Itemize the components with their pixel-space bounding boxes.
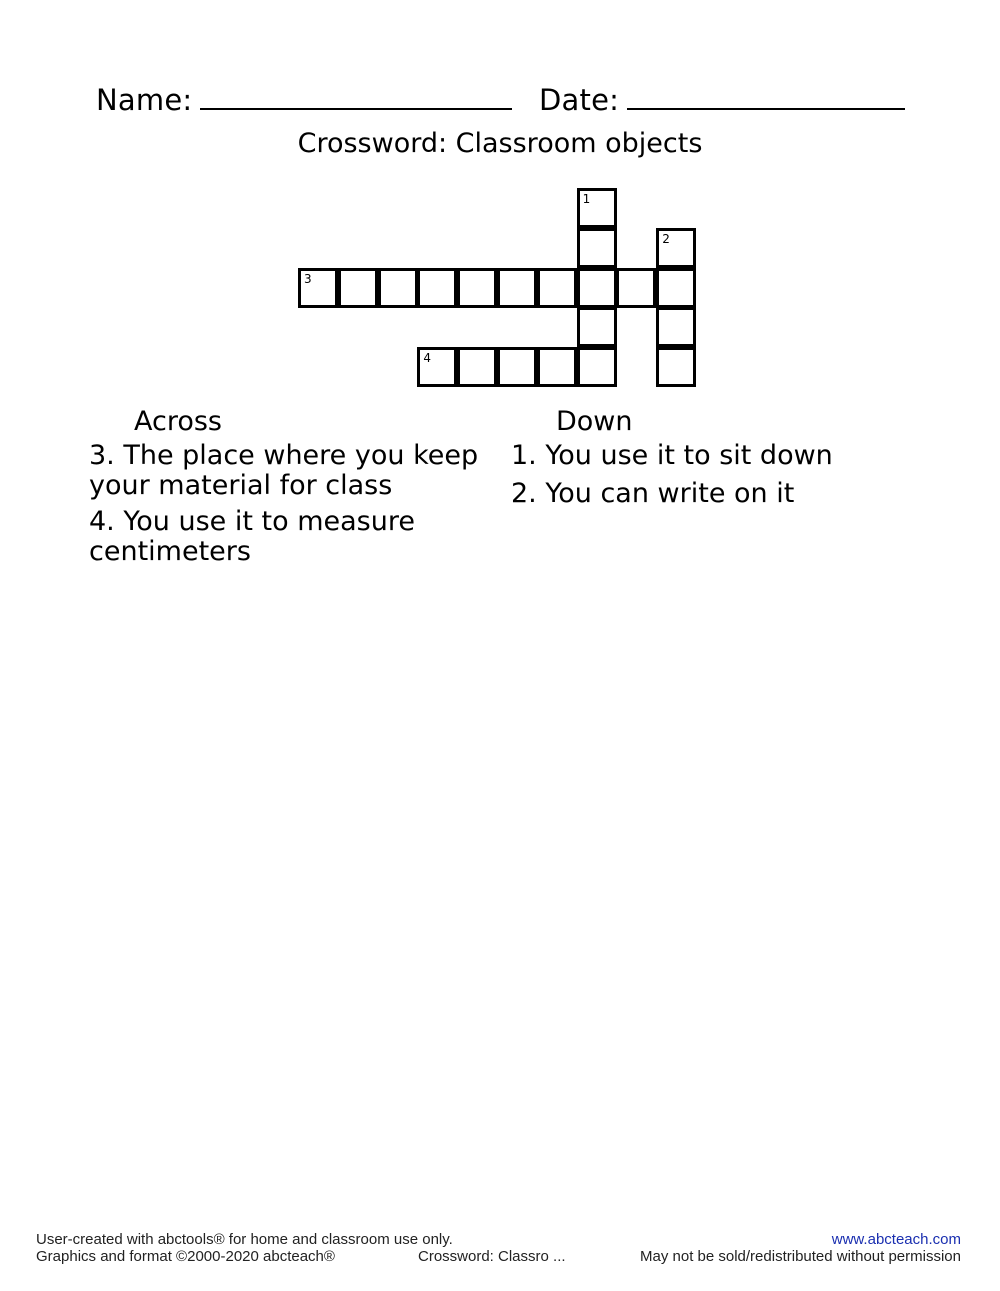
clue-number: 2 <box>662 231 670 246</box>
footer-website-link[interactable]: www.abcteach.com <box>831 1231 961 1248</box>
clue-number: 3 <box>304 271 312 286</box>
crossword-cell[interactable] <box>577 228 617 268</box>
crossword-cell[interactable] <box>577 347 617 387</box>
crossword-cell[interactable] <box>298 268 338 308</box>
crossword-cell[interactable] <box>497 347 537 387</box>
clue-number: 4 <box>423 351 432 366</box>
worksheet-title: Crossword: Classroom objects <box>297 128 703 159</box>
crossword-cell[interactable] <box>497 268 537 308</box>
crossword-cell[interactable] <box>656 347 696 387</box>
footer-copyright: Graphics and format ©2000-2020 abcteach® <box>36 1248 335 1265</box>
crossword-cell[interactable] <box>656 307 696 347</box>
crossword-cell[interactable] <box>417 347 457 387</box>
clue-number: 1 <box>582 192 591 206</box>
crossword-cell[interactable] <box>417 268 457 308</box>
clue-down-1: 1. You use it to sit down <box>511 440 833 471</box>
date-label: Date: <box>539 83 620 117</box>
crossword-cell[interactable] <box>537 347 577 387</box>
crossword-cell[interactable] <box>577 188 617 228</box>
crossword-cell[interactable] <box>378 268 418 308</box>
name-label: Name: <box>96 83 193 117</box>
clue-across-4: 4. You use it to measure centimeters <box>89 506 415 567</box>
footer-usage-note: User-created with abctools® for home and classroom use only. <box>36 1231 453 1248</box>
crossword-cell[interactable] <box>537 268 577 308</box>
crossword-cell[interactable] <box>577 307 617 347</box>
clue-down-2: 2. You can write on it <box>511 478 795 509</box>
crossword-cell[interactable] <box>656 228 696 268</box>
crossword-cell[interactable] <box>616 268 656 308</box>
crossword-cell[interactable] <box>338 268 378 308</box>
crossword-cell[interactable] <box>656 268 696 308</box>
across-heading: Across <box>134 406 223 437</box>
crossword-grid <box>0 0 1000 400</box>
crossword-cell[interactable] <box>577 268 617 308</box>
footer-rights-notice: May not be sold/redistributed without permission <box>640 1248 961 1265</box>
down-heading: Down <box>556 406 633 437</box>
clue-across-3: 3. The place where you keep your material for class <box>89 440 479 501</box>
crossword-cell[interactable] <box>457 347 497 387</box>
crossword-cell[interactable] <box>457 268 497 308</box>
footer-document-title: Crossword: Classro ... <box>418 1248 566 1265</box>
